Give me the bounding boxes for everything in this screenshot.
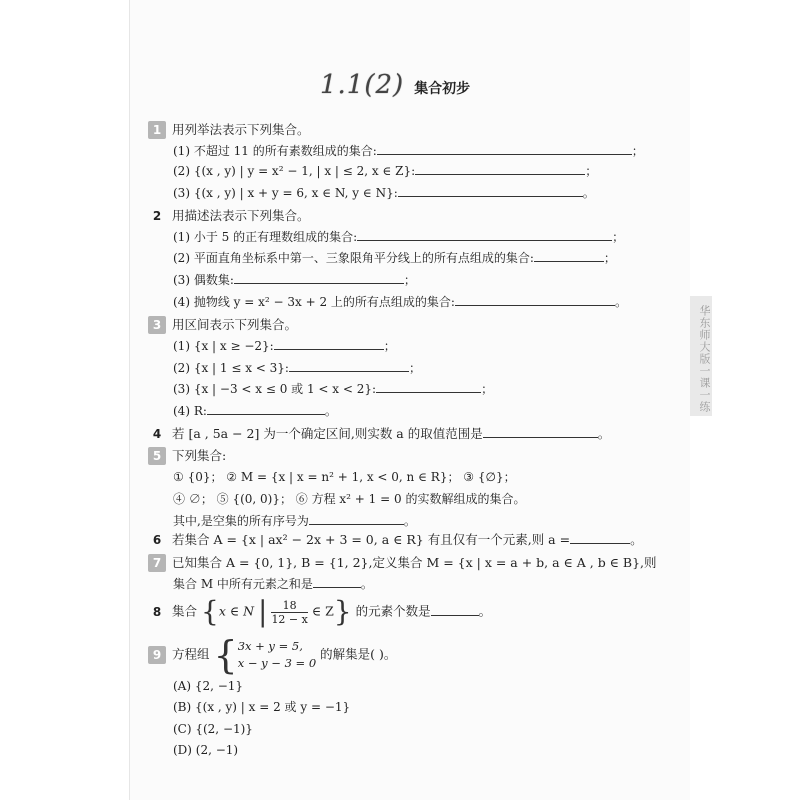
item-text: 的解集是( )。	[320, 646, 397, 662]
answer-blank[interactable]	[207, 402, 325, 415]
set-variable: x ∈ N	[218, 603, 255, 619]
item-end: 。	[403, 514, 416, 528]
option-a[interactable]: (A) {2, −1}	[173, 679, 244, 693]
item-end: 。	[478, 603, 492, 619]
question-5-line-2: ④ ∅； ⑤ {(0, 0)}； ⑥ 方程 x² + 1 = 0 的实数解组成的集合。	[173, 492, 526, 506]
answer-blank[interactable]	[398, 184, 583, 197]
answer-blank[interactable]	[415, 162, 585, 175]
question-number: 2	[152, 209, 162, 223]
question-2	[148, 206, 310, 226]
question-3-item-2	[173, 359, 421, 377]
item-end: ；	[585, 164, 598, 178]
question-1	[148, 120, 310, 140]
item-end: ；	[631, 144, 644, 158]
item-text: (3) {x | −3 < x ≤ 0 或 1 < x < 2}:	[173, 382, 377, 396]
item-end: ；	[603, 251, 616, 265]
question-2-item-3	[173, 271, 416, 289]
answer-blank[interactable]	[431, 603, 479, 616]
question-2-item-2	[173, 249, 616, 267]
side-tab: 华东师大版一课一练	[690, 296, 712, 416]
answer-blank[interactable]	[483, 425, 598, 438]
question-4	[148, 424, 610, 444]
question-7	[148, 553, 657, 573]
item-text: (2) {(x , y) | y = x² − 1, | x | ≤ 2, x ∈ Z}:	[173, 164, 416, 178]
question-stem: 用列举法表示下列集合。	[172, 122, 310, 137]
item-text: 其中,是空集的所有序号为	[173, 514, 309, 528]
question-stem: 下列集合:	[172, 448, 227, 463]
answer-blank[interactable]	[534, 249, 604, 262]
fraction	[271, 599, 307, 626]
question-2-item-4	[173, 293, 627, 311]
question-number: 4	[152, 427, 162, 441]
question-5	[148, 446, 226, 466]
item-text: (4) 抛物线 y = x² − 3x + 2 上的所有点组成的集合:	[173, 295, 455, 309]
item-text: (2) {x | 1 ≤ x < 3}:	[173, 361, 289, 375]
question-number: 3	[148, 316, 166, 334]
answer-blank[interactable]	[313, 575, 361, 588]
question-5-line-3	[173, 512, 416, 530]
question-1-item-1	[173, 142, 644, 160]
question-7-line-2	[173, 575, 373, 593]
question-5-line-1: ① {0}； ② M = {x | x = n² + 1, x < 0, n ∈ R}； ③ {∅}；	[173, 470, 516, 484]
equation-1: 3x + y = 5,	[237, 639, 303, 653]
answer-blank[interactable]	[274, 337, 384, 350]
question-3-item-4	[173, 402, 337, 420]
question-3	[148, 315, 297, 335]
question-9	[148, 633, 397, 677]
item-end: ；	[383, 339, 396, 353]
set-bar: |	[258, 595, 268, 628]
question-number: 6	[152, 533, 162, 547]
question-stem: 用区间表示下列集合。	[172, 317, 298, 332]
fraction-numerator: 18	[282, 598, 297, 612]
item-text: 方程组	[172, 646, 210, 662]
option-d[interactable]: (D) (2, −1)	[173, 743, 239, 757]
question-number: 8	[152, 604, 162, 619]
equation-system	[238, 638, 316, 672]
question-1-item-3	[173, 184, 595, 202]
item-end: ；	[612, 230, 625, 244]
answer-blank[interactable]	[309, 512, 404, 525]
question-1-item-2	[173, 162, 597, 180]
answer-blank[interactable]	[377, 142, 632, 155]
question-stem: 若集合 A = {x | ax² − 2x + 3 = 0, a ∈ R} 有且仅有一个元素,则 a =	[172, 532, 571, 547]
item-end: 。	[630, 532, 643, 547]
question-stem: 若 [a , 5a − 2] 为一个确定区间,则实数 a 的取值范围是	[172, 426, 483, 441]
item-end: 。	[360, 577, 373, 591]
lesson-number: 1.1(2)	[320, 70, 405, 100]
answer-blank[interactable]	[357, 228, 612, 241]
answer-blank[interactable]	[376, 380, 481, 393]
answer-blank[interactable]	[289, 359, 409, 372]
question-number: 1	[148, 121, 166, 139]
item-text: (1) {x | x ≥ −2}:	[173, 339, 274, 353]
item-text: (4) R:	[173, 404, 207, 418]
item-text: 集合	[172, 603, 198, 619]
left-brace: {	[201, 595, 219, 628]
item-end: 。	[597, 426, 611, 441]
lesson-title: 集合初步	[414, 81, 471, 97]
question-8	[148, 595, 492, 628]
system-brace: {	[213, 633, 238, 677]
item-end: 。	[582, 186, 595, 200]
question-number: 9	[148, 646, 166, 664]
item-text: (2) 平面直角坐标系中第一、三象限角平分线上的所有点组成的集合:	[173, 251, 534, 265]
equation-2: x − y − 3 = 0	[237, 656, 317, 670]
question-2-item-1	[173, 228, 624, 246]
right-brace: }	[333, 595, 352, 628]
item-text: (1) 小于 5 的正有理数组成的集合:	[173, 230, 358, 244]
lesson-heading	[320, 70, 470, 100]
item-end: 。	[324, 404, 337, 418]
item-end: ；	[481, 382, 494, 396]
question-stem: 已知集合 A = {0, 1}, B = {1, 2},定义集合 M = {x | x = a + b, a ∈ A , b ∈ B},则	[172, 555, 657, 570]
question-3-item-3	[173, 380, 493, 398]
item-text: 的元素个数是	[355, 603, 431, 619]
answer-blank[interactable]	[455, 293, 615, 306]
answer-blank[interactable]	[570, 531, 630, 544]
fraction-denominator: 12 − x	[271, 612, 308, 626]
item-text: (3) {(x , y) | x + y = 6, x ∈ N, y ∈ N}:	[173, 186, 398, 200]
answer-blank[interactable]	[234, 271, 404, 284]
option-b[interactable]: (B) {(x , y) | x = 2 或 y = −1}	[173, 700, 351, 714]
item-end: ；	[408, 361, 421, 375]
set-condition: ∈ Z	[311, 603, 334, 619]
item-text: (1) 不超过 11 的所有素数组成的集合:	[173, 144, 377, 158]
question-stem: 用描述法表示下列集合。	[172, 208, 310, 223]
item-text: (3) 偶数集:	[173, 273, 234, 287]
question-6	[148, 530, 643, 550]
item-end: ；	[403, 273, 416, 287]
item-text: 集合 M 中所有元素之和是	[173, 577, 313, 591]
question-number: 5	[148, 447, 166, 465]
option-c[interactable]: (C) {(2, −1)}	[173, 722, 253, 736]
item-end: 。	[614, 295, 627, 309]
question-3-item-1	[173, 337, 396, 355]
question-number: 7	[148, 554, 166, 572]
